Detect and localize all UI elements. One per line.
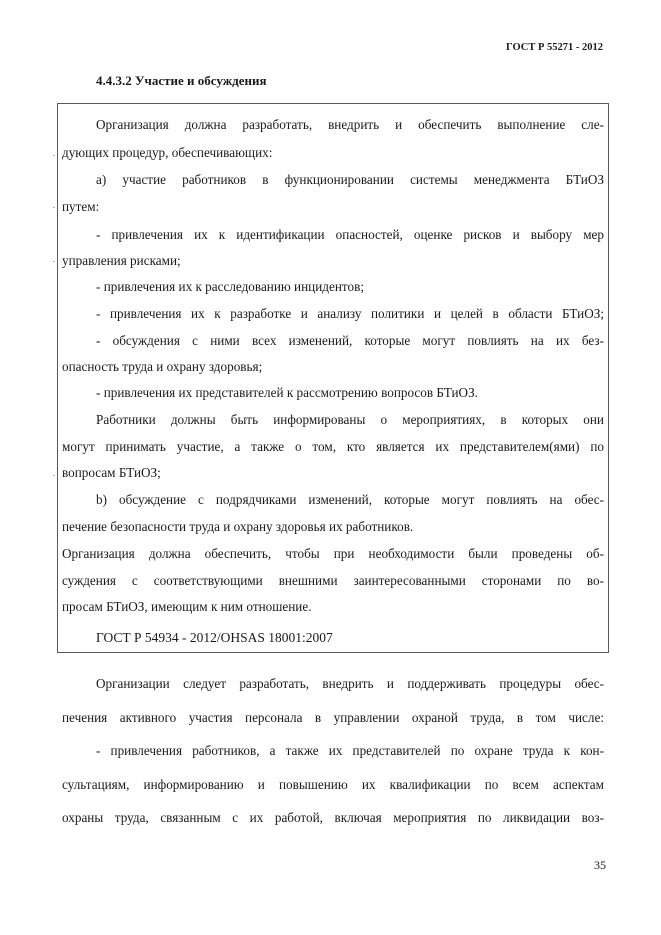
box-paragraph-line: вопросам БТиОЗ; [62, 465, 161, 480]
box-paragraph-line: Работники должны быть информированы о мероприятиях, в которых они [96, 412, 604, 427]
box-source-reference: ГОСТ Р 54934 - 2012/OHSAS 18001:2007 [96, 630, 333, 645]
page-number: 35 [594, 858, 606, 872]
body-paragraph-line: - привлечения работников, а также их представителей по охране труда к кон- [96, 743, 604, 758]
box-paragraph-line: b) обсуждение с подрядчиками изменений, которые могут повлиять на обес- [96, 492, 604, 507]
box-paragraph-line: путем: [62, 199, 100, 214]
box-paragraph-line: Организация должна обеспечить, чтобы при необходимости были проведены об- [62, 546, 604, 561]
box-paragraph-line: - привлечения их представителей к рассмотрению вопросов БТиОЗ. [96, 385, 478, 400]
box-paragraph-line: дующих процедур, обеспечивающих: [62, 145, 273, 160]
body-paragraph-line: сультациям, информированию и повышению их квалификации по всем аспектам [62, 777, 604, 792]
doc-code-header: ГОСТ Р 55271 - 2012 [506, 42, 603, 53]
box-paragraph-line: просам БТиОЗ, имеющим к ним отношение. [62, 599, 312, 614]
box-paragraph-line: - привлечения их к расследованию инцидентов; [96, 279, 364, 294]
scan-edge-mark: · [52, 150, 56, 162]
box-paragraph-line: могут принимать участие, а также о том, кто является их представителем(ями) по [62, 439, 604, 454]
box-paragraph-line: а) участие работников в функционировании системы менеджмента БТиОЗ [96, 172, 604, 187]
body-paragraph-line: охраны труда, связанным с их работой, включая мероприятия по ликвидации воз- [62, 810, 604, 825]
section-heading: 4.4.3.2 Участие и обсуждения [96, 73, 267, 88]
scan-edge-mark: · [52, 470, 56, 482]
body-paragraph-line: печения активного участия персонала в управлении охраной труда, в том числе: [62, 710, 604, 725]
box-paragraph-line: - обсуждения с ними всех изменений, которые могут повлиять на их без- [96, 333, 604, 348]
box-paragraph-line: - привлечения их к разработке и анализу политики и целей в области БТиОЗ; [96, 306, 604, 321]
box-paragraph-line: Организация должна разработать, внедрить и обеспечить выполнение сле- [96, 117, 604, 132]
box-paragraph-line: суждения с соответствующими внешними заинтересованными сторонами по во- [62, 573, 604, 588]
scan-edge-mark: · [52, 202, 56, 214]
body-paragraph-line: Организации следует разработать, внедрить и поддерживать процедуры обес- [96, 676, 604, 691]
box-paragraph-line: - привлечения их к идентификации опасностей, оценке рисков и выбору мер [96, 227, 604, 242]
scan-edge-mark: · [52, 256, 56, 268]
box-paragraph-line: опасность труда и охрану здоровья; [62, 359, 263, 374]
box-paragraph-line: управления рисками; [62, 253, 181, 268]
box-paragraph-line: печение безопасности труда и охрану здоровья их работников. [62, 519, 414, 534]
